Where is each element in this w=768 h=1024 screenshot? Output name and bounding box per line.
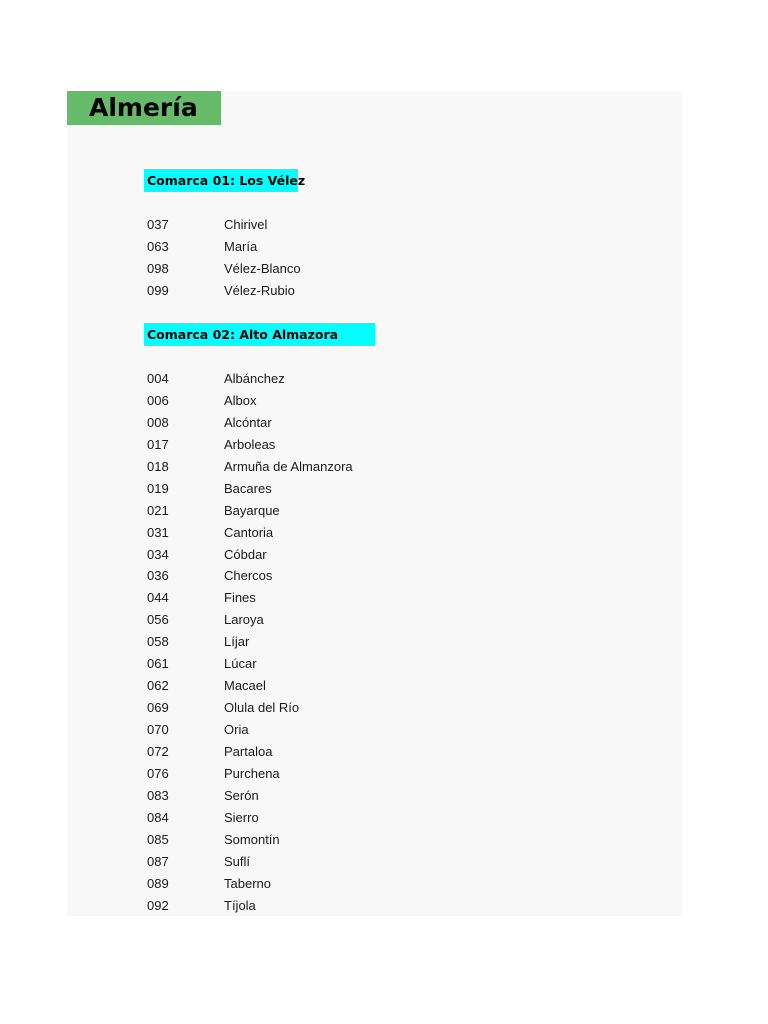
municipality-list: [147, 214, 301, 302]
municipality-name: Cantoria: [224, 524, 274, 540]
municipality-name: Chirivel: [224, 217, 268, 232]
municipality-name: Purchena: [224, 765, 280, 781]
municipality-row: [147, 258, 301, 280]
municipality-name: Suflí: [224, 853, 251, 869]
municipality-code: 061: [147, 656, 169, 672]
municipality-code: 083: [147, 787, 169, 803]
municipality-code: 085: [147, 831, 169, 847]
municipality-row: [147, 719, 353, 741]
municipality-code: 017: [147, 436, 169, 452]
municipality-name: Somontín: [224, 831, 280, 847]
comarca-heading: Comarca 01: Los Vélez: [144, 169, 298, 192]
municipality-row: [147, 544, 353, 566]
municipality-code: 099: [147, 282, 169, 298]
municipality-row: [147, 653, 353, 675]
municipality-row: [147, 390, 353, 412]
municipality-name: Chercos: [224, 568, 273, 584]
municipality-code: 037: [147, 217, 169, 232]
municipality-code: 018: [147, 458, 169, 474]
municipality-code: 087: [147, 853, 169, 869]
municipality-code: 062: [147, 678, 169, 694]
municipality-name: Partaloa: [224, 743, 273, 759]
municipality-row: [147, 741, 353, 763]
municipality-row: [147, 873, 353, 895]
municipality-row: [147, 565, 353, 587]
municipality-row: [147, 412, 353, 434]
municipality-name: Armuña de Almanzora: [224, 458, 353, 474]
municipality-name: Bayarque: [224, 502, 280, 518]
municipality-code: 092: [147, 897, 169, 913]
municipality-row: [147, 434, 353, 456]
municipality-code: 069: [147, 700, 169, 716]
municipality-name: Fines: [224, 590, 256, 606]
municipality-name: Cóbdar: [224, 546, 267, 562]
municipality-code: 036: [147, 568, 169, 584]
municipality-code: 070: [147, 722, 169, 737]
municipality-code: 063: [147, 238, 169, 254]
municipality-code: 004: [147, 371, 169, 386]
municipality-row: [147, 895, 353, 917]
municipality-code: 058: [147, 634, 169, 650]
municipality-row: [147, 478, 353, 500]
province-title: Almería: [67, 91, 221, 125]
municipality-name: Albánchez: [224, 371, 285, 386]
municipality-code: 031: [147, 524, 169, 540]
municipality-name: María: [224, 238, 258, 254]
municipality-row: [147, 500, 353, 522]
municipality-code: 008: [147, 414, 169, 430]
municipality-name: Serón: [224, 787, 259, 803]
municipality-name: Sierro: [224, 809, 259, 825]
municipality-name: Vélez-Blanco: [224, 260, 301, 276]
municipality-row: [147, 587, 353, 609]
municipality-list: [147, 368, 353, 916]
municipality-code: 019: [147, 480, 169, 496]
municipality-row: [147, 522, 353, 544]
municipality-name: Arboleas: [224, 436, 276, 452]
municipality-code: 021: [147, 502, 169, 518]
municipality-row: [147, 368, 353, 390]
municipality-row: [147, 236, 301, 258]
municipality-code: 072: [147, 743, 169, 759]
municipality-row: [147, 851, 353, 873]
municipality-row: [147, 807, 353, 829]
municipality-name: Lúcar: [224, 656, 257, 672]
municipality-name: Oria: [224, 722, 249, 737]
municipality-name: Alcóntar: [224, 414, 272, 430]
municipality-code: 056: [147, 612, 169, 628]
municipality-row: [147, 763, 353, 785]
municipality-row: [147, 675, 353, 697]
municipality-code: 044: [147, 590, 169, 606]
municipality-code: 098: [147, 260, 169, 276]
municipality-name: Bacares: [224, 480, 272, 496]
municipality-row: [147, 631, 353, 653]
municipality-row: [147, 697, 353, 719]
municipality-row: [147, 214, 301, 236]
municipality-code: 034: [147, 546, 169, 562]
municipality-name: Vélez-Rubio: [224, 282, 295, 298]
municipality-name: Líjar: [224, 634, 250, 650]
municipality-row: [147, 829, 353, 851]
municipality-name: Macael: [224, 678, 266, 694]
municipality-name: Albox: [224, 392, 257, 408]
municipality-name: Tíjola: [224, 897, 256, 913]
municipality-code: 076: [147, 765, 169, 781]
municipality-code: 084: [147, 809, 169, 825]
comarca-heading: Comarca 02: Alto Almazora: [144, 323, 375, 346]
municipality-name: Olula del Río: [224, 700, 300, 716]
municipality-code: 006: [147, 392, 169, 408]
municipality-name: Laroya: [224, 612, 264, 628]
municipality-row: [147, 280, 301, 302]
municipality-row: [147, 609, 353, 631]
municipality-row: [147, 456, 353, 478]
municipality-code: 089: [147, 875, 169, 891]
municipality-row: [147, 785, 353, 807]
municipality-name: Taberno: [224, 875, 271, 891]
